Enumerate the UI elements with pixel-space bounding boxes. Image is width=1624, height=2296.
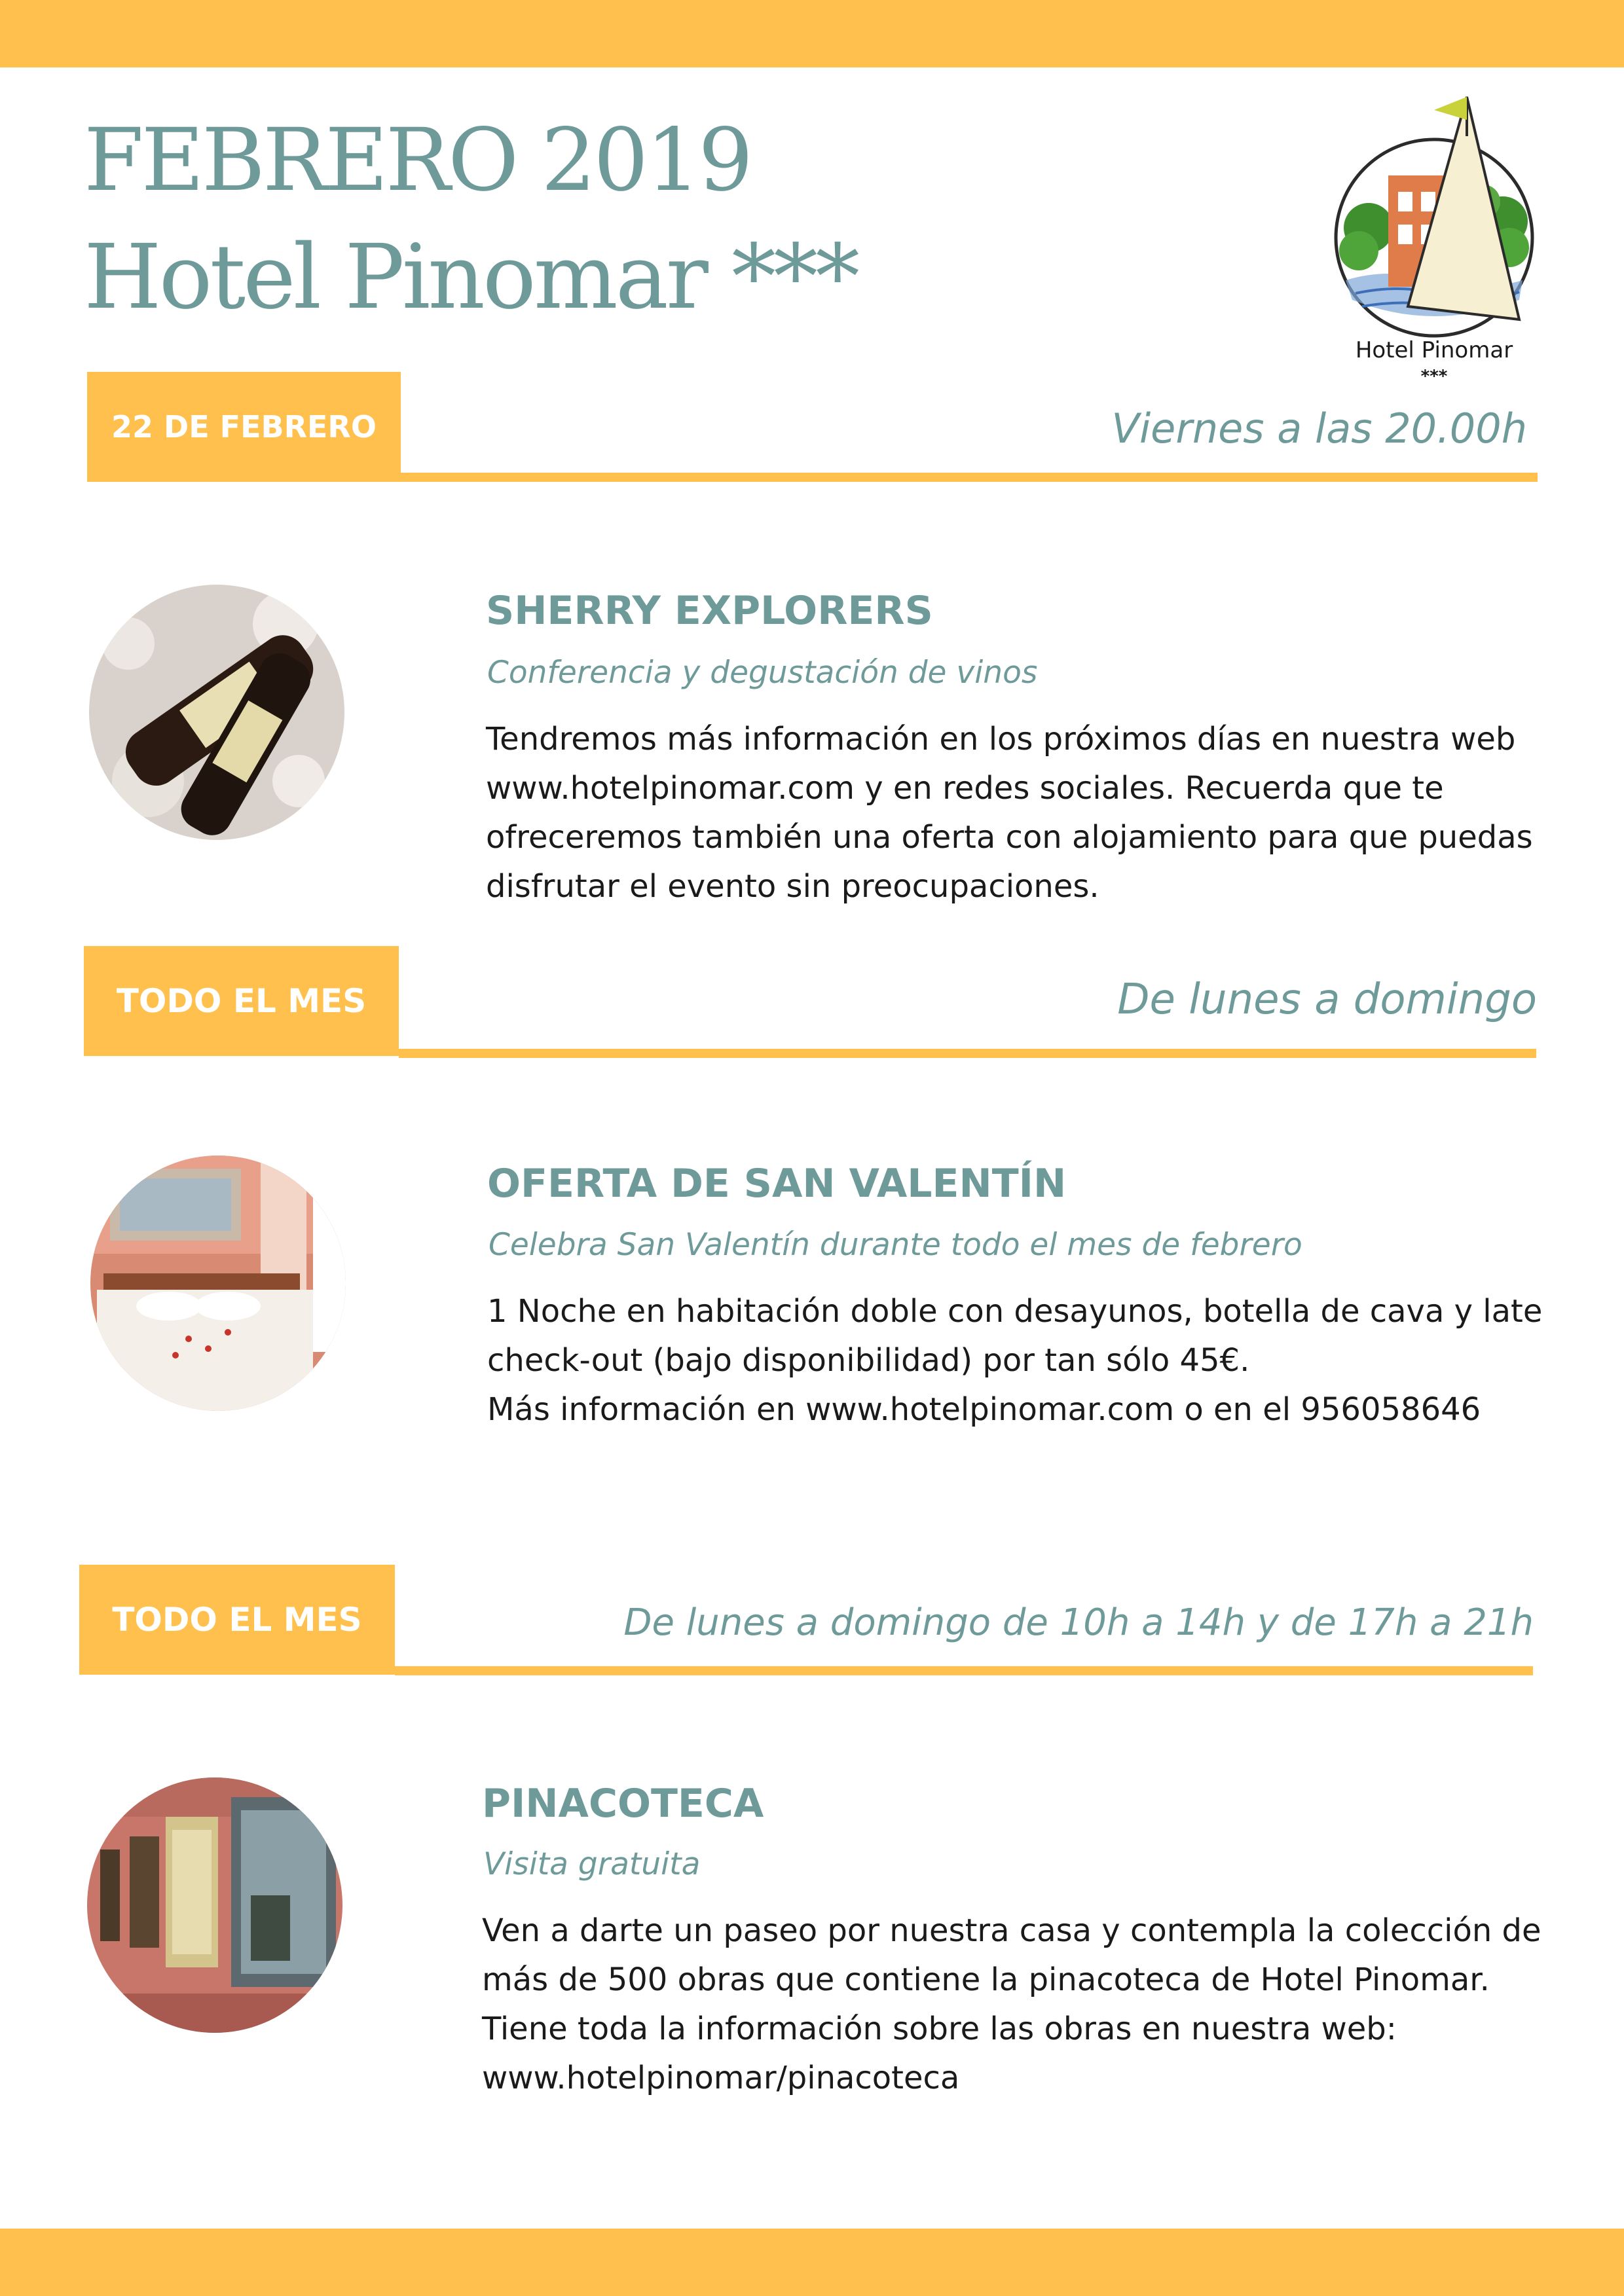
description-line: Tiene toda la información sobre las obras en nuestra web: xyxy=(482,2011,1397,2047)
description-line: Tendremos más información en los próximos días en nuestra web xyxy=(486,721,1516,757)
logo-stars: *** xyxy=(1420,367,1448,386)
hotel-room-photo xyxy=(90,1156,346,1411)
section-divider xyxy=(395,1666,1533,1675)
description-line: ofreceremos también una oferta con alojamiento para que puedas xyxy=(486,819,1533,856)
event-schedule: De lunes a domingo de 10h a 14h y de 17h a 21h xyxy=(623,1601,1534,1644)
description-line: más de 500 obras que contiene la pinacoteca de Hotel Pinomar. xyxy=(482,1961,1490,1998)
bottom-accent-bar xyxy=(0,2229,1624,2296)
description-line: www.hotelpinomar.com y en redes sociales. Recuerda que te xyxy=(486,770,1444,807)
description-line: www.hotelpinomar/pinacoteca xyxy=(482,2060,960,2096)
event-subtitle: Celebra San Valentín durante todo el mes de febrero xyxy=(489,1227,1302,1263)
event-date-tag xyxy=(87,372,401,482)
event-subtitle: Conferencia y degustación de vinos xyxy=(487,655,1038,691)
event-schedule: De lunes a domingo xyxy=(1117,975,1537,1024)
section-divider xyxy=(401,473,1538,482)
date-tag-label: TODO EL MES xyxy=(116,982,367,1020)
date-tag-label: TODO EL MES xyxy=(112,1601,362,1639)
event-description xyxy=(482,1906,1541,2103)
description-line: disfrutar el evento sin preocupaciones. xyxy=(486,868,1099,905)
description-line: Más información en www.hotelpinomar.com o en el 956058646 xyxy=(487,1391,1481,1428)
description-line: check-out (bajo disponibilidad) por tan sólo 45€. xyxy=(487,1342,1250,1379)
sherry-bottles-photo xyxy=(89,585,344,840)
event-date-tag xyxy=(79,1565,395,1675)
event-subtitle: Visita gratuita xyxy=(483,1846,701,1882)
event-description xyxy=(486,715,1533,911)
art-gallery-photo xyxy=(87,1777,342,2033)
event-title: PINACOTECA xyxy=(482,1781,764,1827)
hotel-pinomar-logo xyxy=(1323,84,1565,392)
event-title: OFERTA DE SAN VALENTÍN xyxy=(487,1161,1067,1207)
hotel-name-title: Hotel Pinomar *** xyxy=(84,226,858,329)
page-title: FEBRERO 2019 xyxy=(84,110,751,211)
top-accent-bar xyxy=(0,0,1624,67)
event-description xyxy=(487,1287,1542,1434)
logo-caption: Hotel Pinomar xyxy=(1355,337,1513,363)
event-date-tag xyxy=(84,946,399,1056)
section-divider xyxy=(399,1049,1536,1058)
event-title: SHERRY EXPLORERS xyxy=(486,588,933,634)
description-line: 1 Noche en habitación doble con desayunos, botella de cava y late xyxy=(487,1293,1543,1330)
event-schedule: Viernes a las 20.00h xyxy=(1111,405,1527,452)
description-line: Ven a darte un paseo por nuestra casa y contempla la colección de xyxy=(482,1912,1541,1949)
date-tag-label: 22 DE FEBRERO xyxy=(111,409,377,445)
